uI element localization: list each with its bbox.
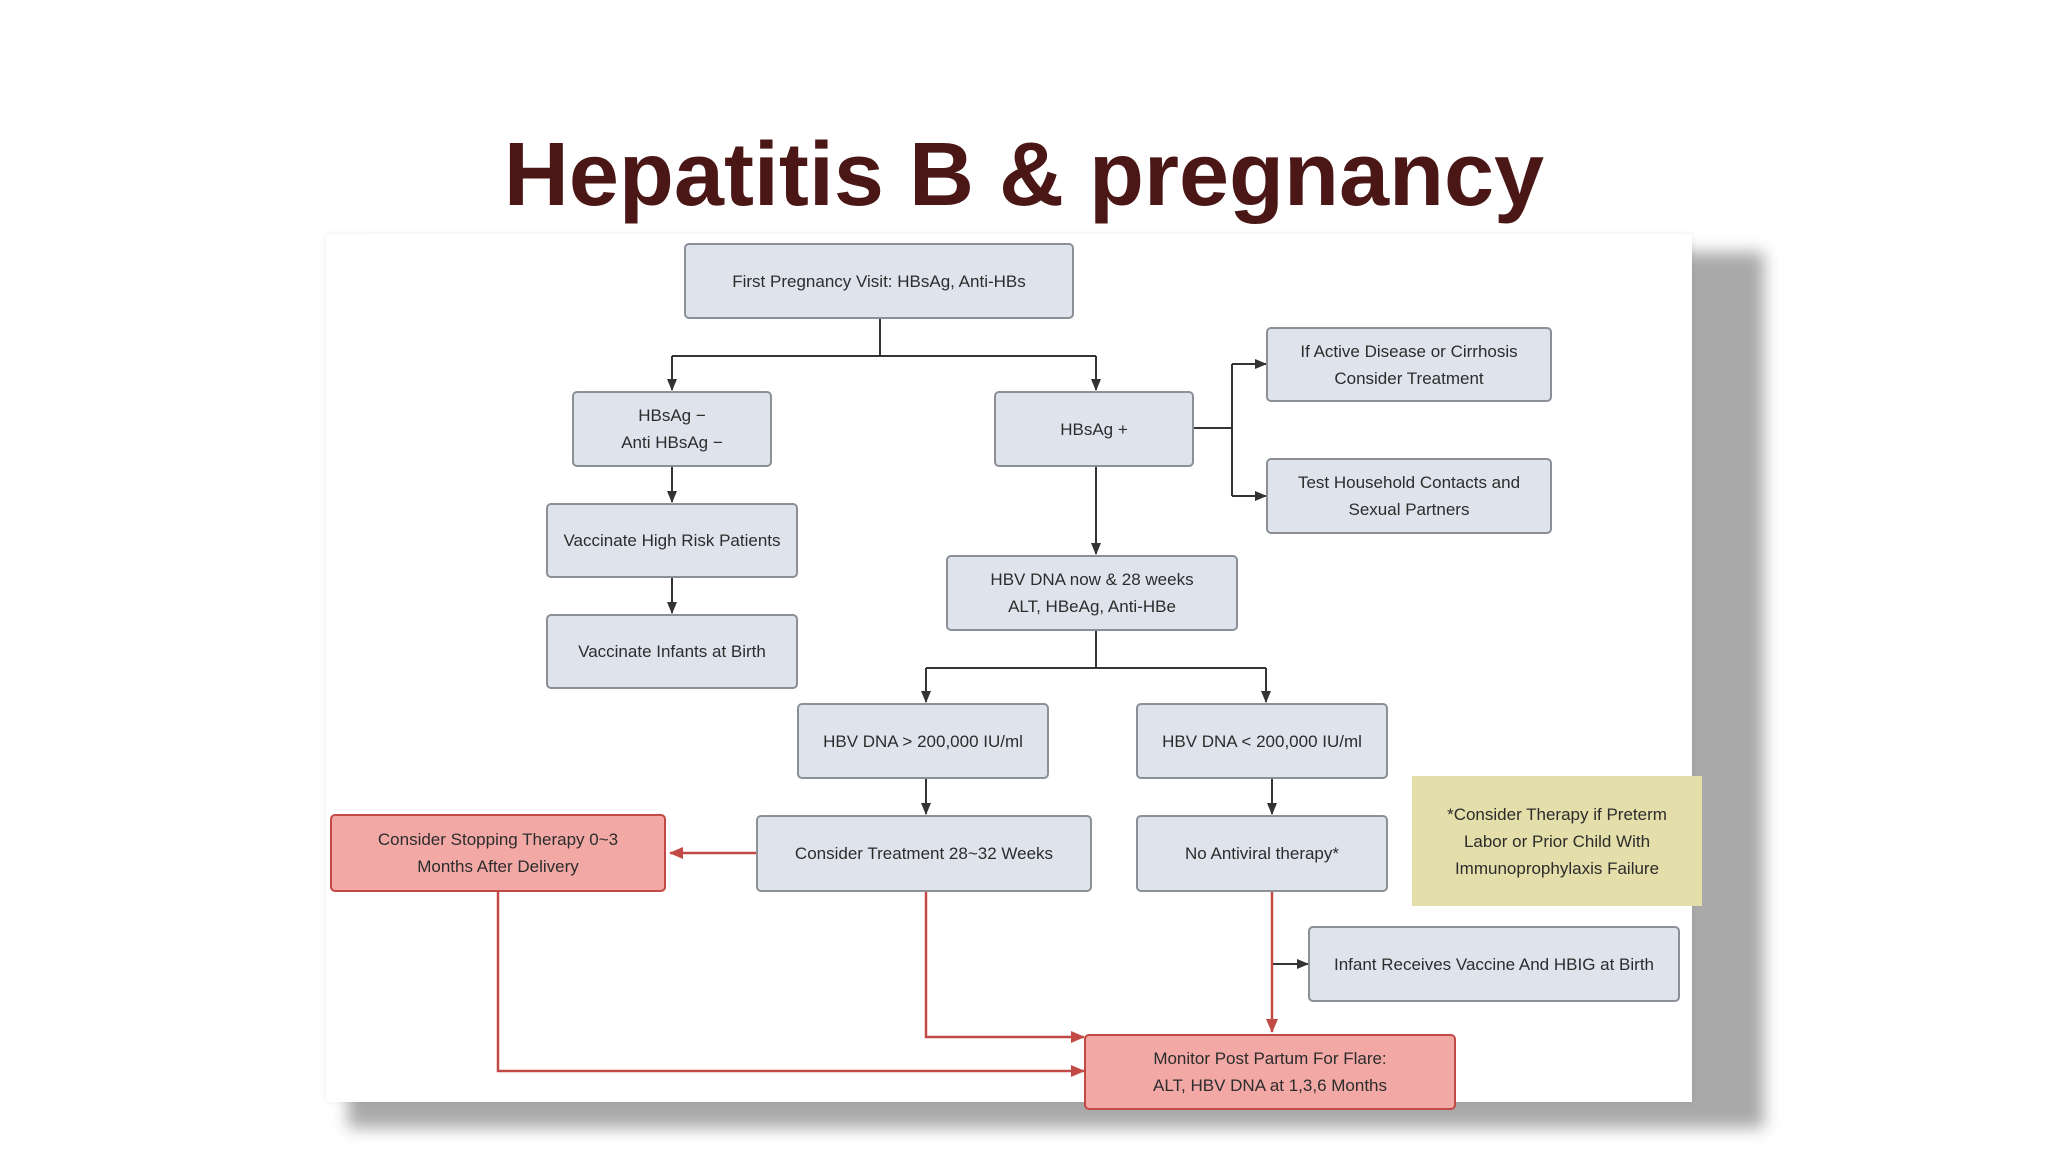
node-no-antiviral: No Antiviral therapy* (1136, 815, 1388, 892)
node-consider-treatment: Consider Treatment 28~32 Weeks (756, 815, 1092, 892)
slide-title: Hepatitis B & pregnancy (503, 125, 1545, 225)
node-first-visit: First Pregnancy Visit: HBsAg, Anti-HBs (684, 243, 1074, 319)
node-consider-stopping: Consider Stopping Therapy 0~3 Months After Delivery (330, 814, 666, 892)
node-hbv-dna-now: HBV DNA now & 28 weeks ALT, HBeAg, Anti-HBe (946, 555, 1238, 631)
connector-positive-branch (1194, 364, 1232, 496)
node-vaccinate-infants: Vaccinate Infants at Birth (546, 614, 798, 689)
connector-treatment-to-monitor (926, 892, 1084, 1037)
note-preterm: *Consider Therapy if Preterm Labor or Prior Child With Immunoprophylaxis Failure (1412, 776, 1702, 906)
node-dna-high: HBV DNA > 200,000 IU/ml (797, 703, 1049, 779)
node-hbsag-negative: HBsAg − Anti HBsAg − (572, 391, 772, 467)
node-infant-vaccine: Infant Receives Vaccine And HBIG at Birth (1308, 926, 1680, 1002)
node-active-disease: If Active Disease or Cirrhosis Consider Treatment (1266, 327, 1552, 402)
connector-stopping-to-monitor (498, 892, 1084, 1071)
node-monitor-post-partum: Monitor Post Partum For Flare: ALT, HBV DNA at 1,3,6 Months (1084, 1034, 1456, 1110)
node-vaccinate-high-risk: Vaccinate High Risk Patients (546, 503, 798, 578)
node-dna-low: HBV DNA < 200,000 IU/ml (1136, 703, 1388, 779)
node-test-household: Test Household Contacts and Sexual Partners (1266, 458, 1552, 534)
connector-dna-split (926, 631, 1266, 668)
node-hbsag-positive: HBsAg + (994, 391, 1194, 467)
connector-first-visit-split (672, 319, 1096, 356)
